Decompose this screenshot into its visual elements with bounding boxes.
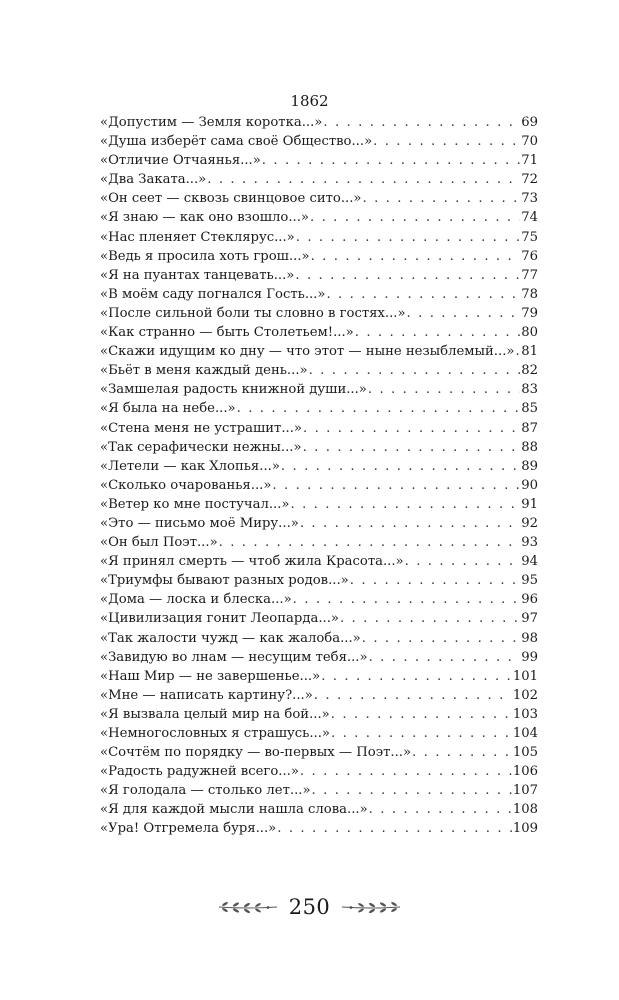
- section-year-heading: 1862: [290, 92, 329, 110]
- toc-entry-page: 97: [521, 611, 538, 627]
- toc-entry: [100, 457, 538, 476]
- toc-entry-page: 92: [521, 515, 538, 531]
- toc-entry-title: «Так серафически нежны...»: [100, 439, 302, 455]
- dot-leader: [373, 132, 520, 151]
- toc-entry-page: 107: [512, 783, 538, 799]
- toc-entry: [100, 686, 538, 705]
- toc-entry-page: 87: [521, 420, 538, 436]
- dot-leader: [326, 285, 520, 304]
- toc-entry-title: «Сколько очарованья...»: [100, 477, 272, 493]
- toc-entry-title: «Отличие Отчаянья...»: [100, 153, 261, 169]
- toc-entry: [100, 419, 538, 438]
- toc-entry: [100, 648, 538, 667]
- dot-leader: [368, 380, 520, 399]
- toc-entry-page: 72: [521, 172, 538, 188]
- toc-entry: [100, 724, 538, 743]
- toc-entry-title: «Я принял смерть — чтоб жила Красота...»: [100, 554, 404, 570]
- dot-leader: [296, 228, 520, 247]
- toc-entry-page: 102: [512, 687, 538, 703]
- toc-entry-page: 69: [521, 115, 538, 130]
- toc-entry: [100, 132, 538, 151]
- toc-entry-page: 104: [512, 726, 538, 741]
- dot-leader: [281, 457, 520, 476]
- toc-entry-title: «Я была на небе...»: [100, 401, 236, 417]
- toc-entry-title: «Это — письмо моё Миру...»: [100, 515, 299, 531]
- toc-entry-page: 83: [521, 382, 538, 398]
- toc-entry-title: «Триумфы бывают разных родов...»: [100, 573, 349, 589]
- dot-leader: [237, 399, 521, 418]
- page-footer: [0, 895, 619, 919]
- dot-leader: [207, 170, 520, 189]
- toc-entry-page: 88: [521, 439, 538, 455]
- dot-leader: [363, 189, 521, 208]
- dot-leader: [310, 208, 520, 227]
- toc-entry: [100, 113, 538, 132]
- toc-entry: [100, 361, 538, 380]
- toc-entry-page: 79: [521, 305, 538, 321]
- dot-leader: [219, 533, 521, 552]
- toc-entry-page: 85: [521, 401, 538, 417]
- toc-entry-page: 80: [521, 325, 538, 341]
- toc-entry-title: «Так жалости чужд — как жалоба...»: [100, 630, 361, 646]
- dot-leader: [331, 705, 512, 724]
- dot-leader: [369, 648, 521, 667]
- dot-leader: [291, 495, 521, 514]
- dot-leader: [323, 113, 520, 132]
- toc-entry: [100, 800, 538, 819]
- toc-entry-page: 74: [521, 210, 538, 226]
- laurel-branch-left-icon: [217, 900, 279, 914]
- toc-entry-title: «Я вызвала целый мир на бой...»: [100, 706, 330, 722]
- toc-entry-title: «Как странно — быть Столетьем!...»: [100, 325, 354, 341]
- toc-entry-title: «Нас пленяет Стеклярус...»: [100, 229, 295, 245]
- toc-entry: [100, 571, 538, 590]
- toc-entry-page: 103: [512, 706, 538, 722]
- dot-leader: [293, 590, 521, 609]
- toc-entry: [100, 476, 538, 495]
- dot-leader: [405, 552, 521, 571]
- toc-entry-page: 93: [521, 535, 538, 551]
- toc-entry-page: 99: [521, 649, 538, 665]
- toc-entry-page: 73: [521, 191, 538, 207]
- dot-leader: [321, 667, 512, 686]
- toc-entry-title: «Замшелая радость книжной души...»: [100, 382, 367, 398]
- toc-entry: [100, 781, 538, 800]
- dot-leader: [295, 266, 520, 285]
- toc-entry: [100, 151, 538, 170]
- toc-entry-title: «Мне — написать картину?...»: [100, 687, 313, 703]
- toc-entry-page: 105: [512, 745, 538, 761]
- toc-entry: [100, 342, 538, 361]
- dot-leader: [369, 800, 512, 819]
- toc-entry: [100, 533, 538, 552]
- dot-leader: [515, 342, 520, 361]
- toc-entry-title: «Ведь я просила хоть грош...»: [100, 248, 310, 264]
- toc-entry-title: «Ветер ко мне постучал...»: [100, 496, 290, 512]
- toc-entry-page: 108: [512, 802, 538, 818]
- toc-entry: [100, 762, 538, 781]
- dot-leader: [303, 438, 521, 457]
- toc-entry: [100, 609, 538, 628]
- toc-entry-title: «Завидую во лнам — несущим тебя...»: [100, 649, 368, 665]
- toc-entry-title: «Ура! Отгремела буря...»: [100, 821, 277, 837]
- toc-entry-title: «Бьёт в меня каждый день...»: [100, 363, 308, 379]
- dot-leader: [312, 781, 512, 800]
- dot-leader: [407, 304, 521, 323]
- toc-entry: [100, 266, 538, 285]
- toc-entry-page: 95: [521, 573, 538, 589]
- toc-entry-title: «Сочтём по порядку — во-первых — Поэт...»: [100, 745, 412, 761]
- toc-entry-title: «Он был Поэт...»: [100, 535, 218, 551]
- toc-entry: [100, 304, 538, 323]
- toc-entry-page: 96: [521, 592, 538, 608]
- toc-entry-page: 75: [521, 229, 538, 245]
- toc-entry-title: «Я на пуантах танцевать...»: [100, 267, 295, 283]
- dot-leader: [362, 629, 520, 648]
- toc-entry-title: «Стена меня не устрашит...»: [100, 420, 302, 436]
- dot-leader: [277, 819, 512, 838]
- toc-entry-page: 76: [521, 248, 538, 264]
- dot-leader: [340, 609, 520, 628]
- toc-entry: [100, 743, 538, 762]
- toc-entry-title: «Летели — как Хлопья...»: [100, 458, 280, 474]
- dot-leader: [314, 686, 512, 705]
- toc-entry-page: 109: [512, 821, 538, 837]
- toc-entry-page: 98: [521, 630, 538, 646]
- toc-entry-page: 81: [521, 344, 538, 360]
- dot-leader: [311, 247, 521, 266]
- toc-entry-page: 77: [521, 267, 538, 283]
- dot-leader: [262, 151, 520, 170]
- toc-entry: [100, 590, 538, 609]
- toc-entry-title: «После сильной боли ты словно в гостях...»: [100, 305, 406, 321]
- dot-leader: [300, 762, 512, 781]
- toc-entry-title: «Радость радужней всего...»: [100, 764, 299, 780]
- toc-entry: [100, 208, 538, 227]
- toc-entry-page: 106: [512, 764, 538, 780]
- toc-entry-title: «Дома — лоска и блеска...»: [100, 592, 292, 608]
- toc-entry-page: 91: [521, 496, 538, 512]
- toc-entry: [100, 667, 538, 686]
- toc-entry-title: «Наш Мир — не завершенье...»: [100, 668, 321, 684]
- dot-leader: [272, 476, 520, 495]
- dot-leader: [355, 323, 520, 342]
- toc-entry: [100, 399, 538, 418]
- toc-entry-page: 89: [521, 458, 538, 474]
- dot-leader: [350, 571, 520, 590]
- toc-entry-title: «Он сеет — сквозь свинцовое сито...»: [100, 191, 362, 207]
- toc-entry-title: «Скажи идущим ко дну — что этот — ныне незыблемый...»: [100, 344, 515, 360]
- toc-entry-title: «Цивилизация гонит Леопарда...»: [100, 611, 339, 627]
- toc-entry: [100, 247, 538, 266]
- dot-leader: [412, 743, 512, 762]
- dot-leader: [300, 514, 520, 533]
- toc-entry: [100, 323, 538, 342]
- toc-entry: [100, 189, 538, 208]
- toc-entry: [100, 495, 538, 514]
- toc-entry-page: 101: [512, 668, 538, 684]
- table-of-contents: [100, 113, 538, 839]
- toc-entry: [100, 380, 538, 399]
- toc-entry-page: 71: [521, 153, 538, 169]
- toc-entry-title: «Я голодала — столько лет...»: [100, 783, 311, 799]
- toc-entry-title: «Я для каждой мысли нашла слова...»: [100, 802, 368, 818]
- toc-entry: [100, 514, 538, 533]
- page-number: 250: [288, 895, 331, 919]
- toc-entry: [100, 819, 538, 838]
- toc-entry-title: «В моём саду погнался Гость...»: [100, 286, 326, 302]
- toc-entry: [100, 228, 538, 247]
- toc-entry-title: «Два Заката...»: [100, 172, 207, 188]
- toc-entry: [100, 285, 538, 304]
- toc-entry-page: 70: [521, 134, 538, 150]
- toc-entry: [100, 705, 538, 724]
- dot-leader: [309, 361, 521, 380]
- toc-entry-page: 90: [521, 477, 538, 493]
- toc-entry-page: 82: [521, 363, 538, 379]
- toc-entry: [100, 438, 538, 457]
- toc-entry-title: «Допустим — Земля коротка...»: [100, 115, 323, 130]
- toc-entry-title: «Я знаю — как оно взошло...»: [100, 210, 309, 226]
- toc-entry-title: «Немногословных я страшусь...»: [100, 726, 330, 741]
- dot-leader: [331, 724, 512, 743]
- toc-entry-page: 94: [521, 554, 538, 570]
- toc-entry-title: «Душа изберёт сама своё Общество...»: [100, 134, 373, 150]
- toc-entry: [100, 170, 538, 189]
- toc-entry: [100, 629, 538, 648]
- toc-entry: [100, 552, 538, 571]
- toc-entry-page: 78: [521, 286, 538, 302]
- laurel-branch-right-icon: [340, 900, 402, 914]
- dot-leader: [303, 419, 520, 438]
